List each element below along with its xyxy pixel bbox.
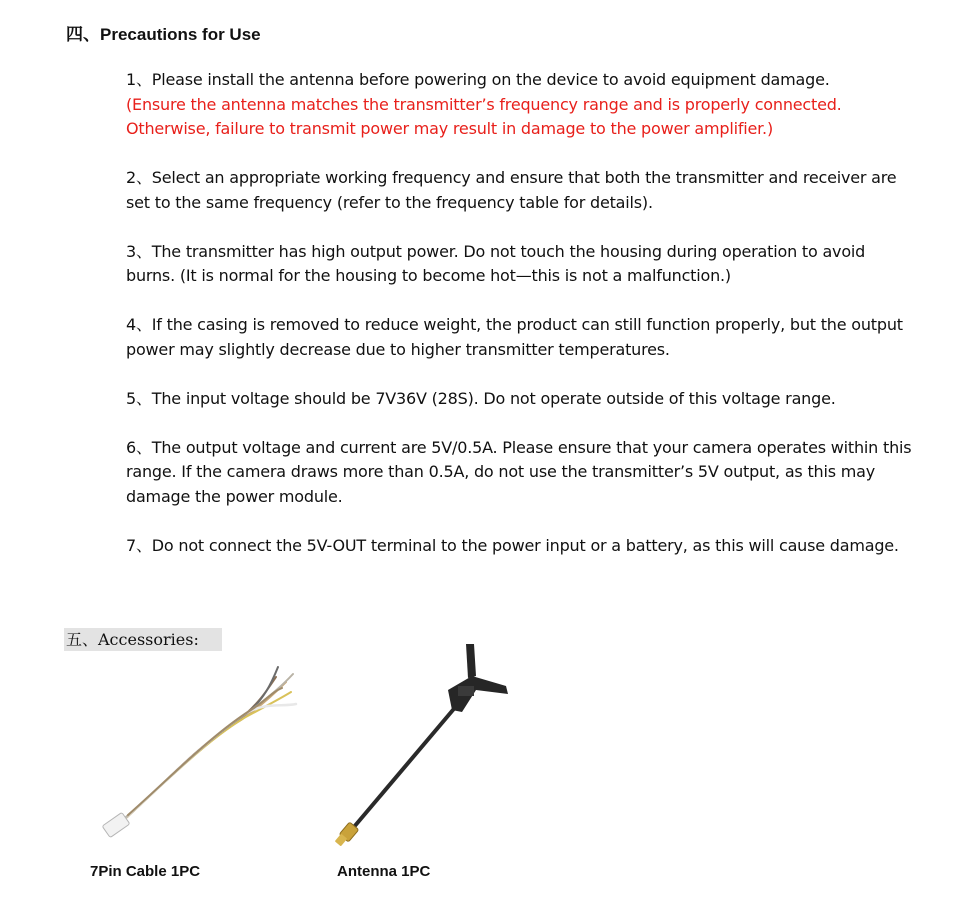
antenna-caption: Antenna 1PC — [337, 863, 431, 880]
precaution-text-3: 3、The transmitter has high output power. Do not touch the housing during operation to avoid burns. (It is normal for the housing to become hot—this is not a malfunction.) — [126, 241, 866, 285]
precaution-item-7 — [126, 534, 916, 559]
precautions-list — [126, 68, 916, 583]
precaution-text-7: 7、Do not connect the 5V-OUT terminal to the power input or a battery, as this will cause damage. — [126, 535, 899, 555]
precaution-warning-1: (Ensure the antenna matches the transmitter’s frequency range and is properly connected. Otherwise, failure to transmit power may result in damage to the power amplifier.) — [126, 94, 842, 138]
precaution-item-5 — [126, 387, 916, 412]
precaution-text-4: 4、If the casing is removed to reduce weight, the product can still function properly, but the output power may slightly decrease due to higher transmitter temperatures. — [126, 315, 903, 359]
precaution-text-5: 5、The input voltage should be 7V36V (28S). Do not operate outside of this voltage range. — [126, 388, 836, 408]
precautions-title: 四、Precautions for Use — [66, 25, 261, 44]
precaution-item-1 — [126, 68, 916, 142]
antenna-icon — [330, 642, 530, 852]
precaution-text-1: 1、Please install the antenna before powering on the device to avoid equipment damage. — [126, 70, 830, 89]
precaution-item-3 — [126, 240, 916, 289]
cable-icon — [86, 652, 306, 852]
precaution-text-2: 2、Select an appropriate working frequency and ensure that both the transmitter and receiver are set to the same frequency (refer to the frequency table for details). — [126, 168, 897, 212]
precaution-item-4 — [126, 313, 916, 362]
precaution-text-6: 6、The output voltage and current are 5V/0.5A. Please ensure that your camera operates within this range. If the camera draws more than 0.5A, do not use the transmitter’s 5V output, as this may damage the power module. — [126, 437, 912, 506]
cable-caption: 7Pin Cable 1PC — [90, 863, 201, 880]
precaution-item-6 — [126, 436, 916, 510]
accessories-title: 五、Accessories: — [64, 628, 222, 651]
precaution-item-2 — [126, 166, 916, 215]
